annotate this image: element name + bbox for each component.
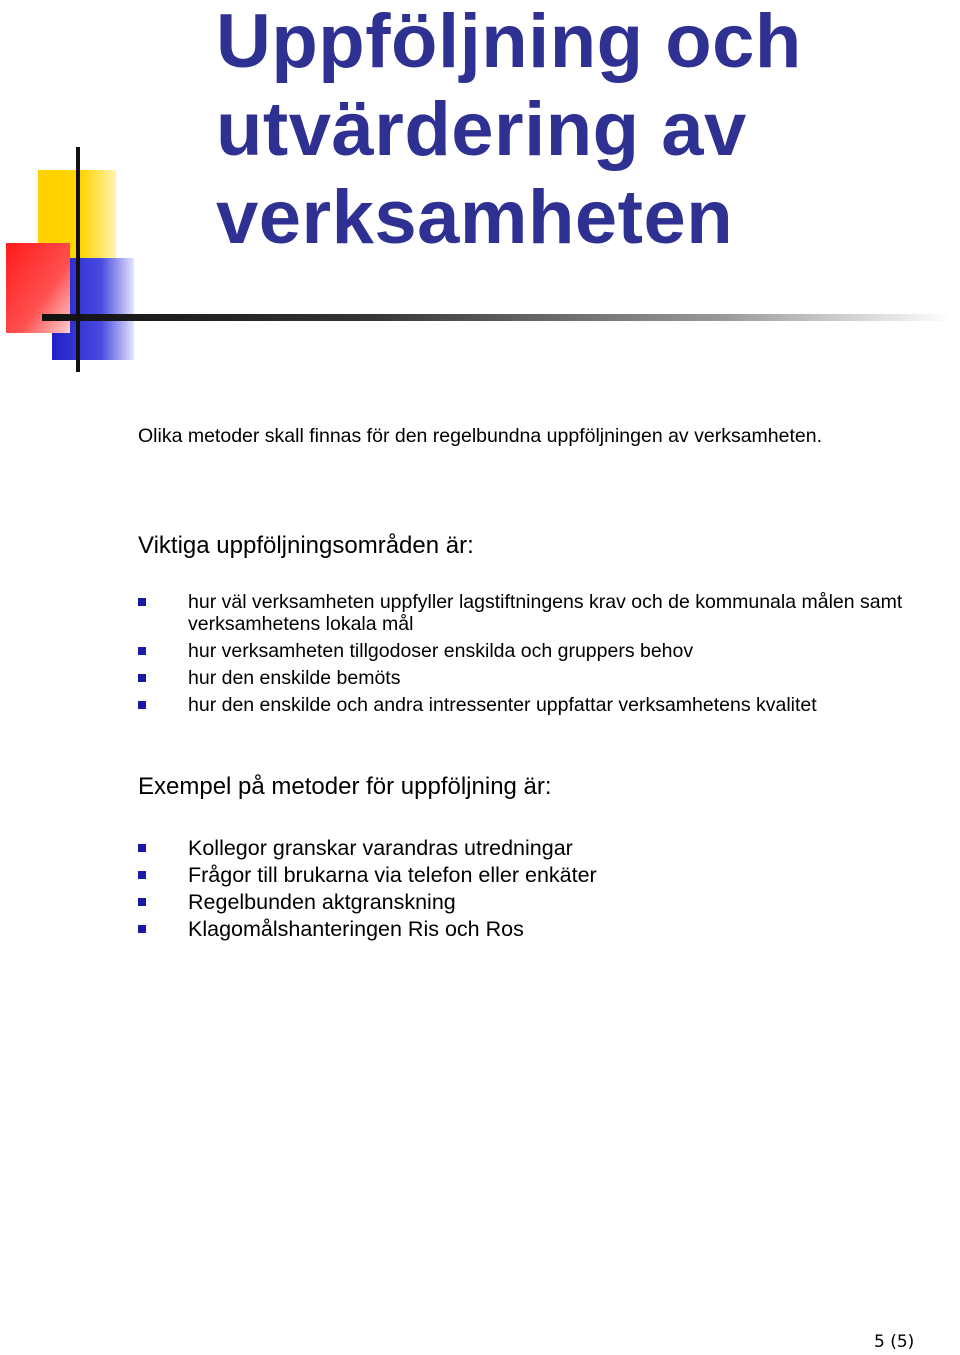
list-item: hur den enskilde och andra intressenter uppfattar verksamhetens kvalitet <box>138 694 960 716</box>
page-title <box>216 0 802 262</box>
square-bullet-icon <box>138 925 146 933</box>
page-number: 5 (5) <box>874 1332 915 1352</box>
horizontal-rule <box>42 314 952 321</box>
title-line-2: utvärdering av <box>216 87 747 172</box>
square-bullet-icon <box>138 647 146 655</box>
followup-areas-list <box>138 591 960 721</box>
square-bullet-icon <box>138 898 146 906</box>
intro-paragraph: Olika metoder skall finnas för den regelbundna uppföljningen av verksamheten. <box>138 425 822 447</box>
list-item: Frågor till brukarna via telefon eller enkäter <box>138 862 597 889</box>
list-item: Kollegor granskar varandras utredningar <box>138 835 597 862</box>
list-item: Regelbunden aktgranskning <box>138 889 597 916</box>
list-item: hur verksamheten tillgodoser enskilda och gruppers behov <box>138 640 960 662</box>
list-item: Klagomålshanteringen Ris och Ros <box>138 916 597 943</box>
square-bullet-icon <box>138 674 146 682</box>
square-bullet-icon <box>138 598 146 606</box>
list-item: hur den enskilde bemöts <box>138 667 960 689</box>
section-heading-methods: Exempel på metoder för uppföljning är: <box>138 773 552 800</box>
vertical-rule <box>76 147 80 372</box>
square-bullet-icon <box>138 701 146 709</box>
section-heading-followup-areas: Viktiga uppföljningsområden är: <box>138 532 474 559</box>
list-item: hur väl verksamheten uppfyller lagstiftningens krav och de kommunala målen samt verksamhetens lokala mål <box>138 591 960 635</box>
title-line-3: verksamheten <box>216 175 734 260</box>
square-bullet-icon <box>138 871 146 879</box>
methods-list <box>138 835 597 943</box>
title-line-1: Uppföljning och <box>216 0 802 84</box>
square-bullet-icon <box>138 844 146 852</box>
